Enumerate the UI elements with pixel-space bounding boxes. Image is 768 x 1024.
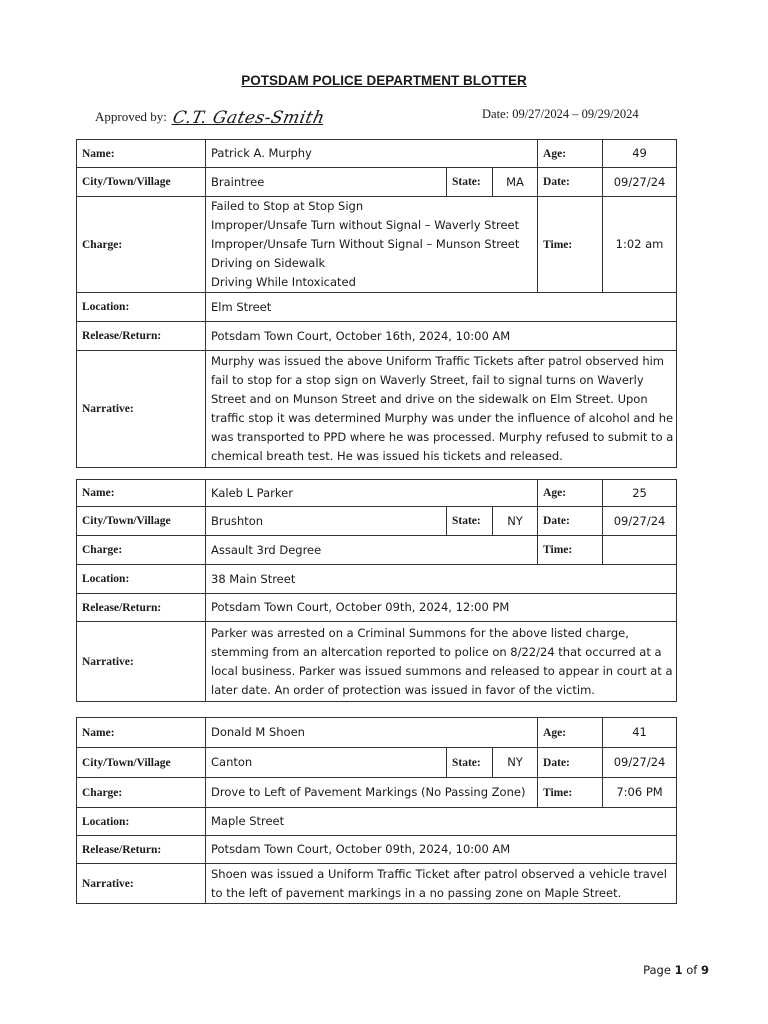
narrative-label: Narrative: bbox=[77, 864, 206, 904]
age-label: Age: bbox=[538, 140, 603, 168]
date-label: Date: bbox=[538, 748, 603, 778]
charge-label: Charge: bbox=[77, 536, 206, 565]
charge-line: Failed to Stop at Stop Sign bbox=[211, 199, 364, 213]
charge-line: Driving While Intoxicated bbox=[211, 275, 356, 289]
page-label: Page bbox=[643, 963, 671, 977]
age-label: Age: bbox=[538, 480, 603, 507]
page-title: POTSDAM POLICE DEPARTMENT BLOTTER bbox=[241, 73, 527, 88]
name-label: Name: bbox=[77, 718, 206, 748]
page-number bbox=[643, 963, 709, 977]
time-label: Time: bbox=[538, 778, 603, 808]
state-value: NY bbox=[493, 507, 538, 536]
approved-label: Approved by: bbox=[95, 109, 167, 124]
time-value bbox=[603, 536, 677, 565]
age-value: 49 bbox=[603, 140, 677, 168]
date-value: 09/27/24 bbox=[603, 168, 677, 197]
blotter-record bbox=[76, 139, 677, 468]
release-value: Potsdam Town Court, October 09th, 2024, 10:00 AM bbox=[206, 836, 677, 864]
name-value: Patrick A. Murphy bbox=[206, 140, 538, 168]
release-label: Release/Return: bbox=[77, 322, 206, 351]
location-label: Location: bbox=[77, 565, 206, 594]
narrative-value: Parker was arrested on a Criminal Summons for the above listed charge, stemming from an altercation reported to police on 8/22/24 that occurred at a local business. Parker was issued summons and released to appear in court at a later date. An order of protection was issued in favor of the victim. bbox=[206, 622, 677, 702]
release-value: Potsdam Town Court, October 09th, 2024, 12:00 PM bbox=[206, 594, 677, 622]
page-of-label: of bbox=[686, 963, 698, 977]
charge-line: Driving on Sidewalk bbox=[211, 256, 326, 270]
narrative-value: Murphy was issued the above Uniform Traffic Tickets after patrol observed him fail to stop for a stop sign on Waverly Street, fail to signal turns on Waverly Street and on Munson Street and drive on the sidewalk on Elm Street. Upon traffic stop it was determined Murphy was under the influence of alcohol and he was transported to PPD where he was processed. Murphy refused to submit to a chemical breath test. He was issued his tickets and released. bbox=[206, 351, 677, 468]
page-total: 9 bbox=[700, 963, 709, 977]
charge-label: Charge: bbox=[77, 197, 206, 293]
signature: C.T. Gates-Smith bbox=[170, 108, 327, 128]
name-value: Kaleb L Parker bbox=[206, 480, 538, 507]
state-value: MA bbox=[493, 168, 538, 197]
release-label: Release/Return: bbox=[77, 594, 206, 622]
blotter-record bbox=[76, 479, 677, 702]
name-label: Name: bbox=[77, 140, 206, 168]
release-value: Potsdam Town Court, October 16th, 2024, 10:00 AM bbox=[206, 322, 677, 351]
city-label: City/Town/Village bbox=[77, 748, 206, 778]
city-value: Brushton bbox=[206, 507, 447, 536]
charge-label: Charge: bbox=[77, 778, 206, 808]
name-label: Name: bbox=[77, 480, 206, 507]
location-value: 38 Main Street bbox=[206, 565, 677, 594]
location-value: Elm Street bbox=[206, 293, 677, 322]
date-value: 09/27/24 bbox=[603, 748, 677, 778]
narrative-label: Narrative: bbox=[77, 622, 206, 702]
date-label: Date: bbox=[538, 168, 603, 197]
state-label: State: bbox=[447, 168, 493, 197]
name-value: Donald M Shoen bbox=[206, 718, 538, 748]
location-value: Maple Street bbox=[206, 808, 677, 836]
date-label: Date: bbox=[538, 507, 603, 536]
city-label: City/Town/Village bbox=[77, 168, 206, 197]
location-label: Location: bbox=[77, 293, 206, 322]
age-value: 41 bbox=[603, 718, 677, 748]
city-value: Braintree bbox=[206, 168, 447, 197]
state-value: NY bbox=[493, 748, 538, 778]
narrative-value: Shoen was issued a Uniform Traffic Ticket after patrol observed a vehicle travel to the left of pavement markings in a no passing zone on Maple Street. bbox=[206, 864, 677, 904]
state-label: State: bbox=[447, 507, 493, 536]
approved-by bbox=[95, 106, 325, 126]
state-label: State: bbox=[447, 748, 493, 778]
location-label: Location: bbox=[77, 808, 206, 836]
date-value: 09/27/24 bbox=[603, 507, 677, 536]
time-value: 7:06 PM bbox=[603, 778, 677, 808]
time-value: 1:02 am bbox=[603, 197, 677, 293]
charge-line: Improper/Unsafe Turn Without Signal – Munson Street bbox=[211, 237, 520, 251]
narrative-label: Narrative: bbox=[77, 351, 206, 468]
time-label: Time: bbox=[538, 536, 603, 565]
city-label: City/Town/Village bbox=[77, 507, 206, 536]
age-value: 25 bbox=[603, 480, 677, 507]
page-current: 1 bbox=[674, 963, 683, 977]
city-value: Canton bbox=[206, 748, 447, 778]
charge-value bbox=[206, 197, 538, 293]
charge-line: Improper/Unsafe Turn without Signal – Waverly Street bbox=[211, 218, 520, 232]
age-label: Age: bbox=[538, 718, 603, 748]
blotter-record bbox=[76, 717, 677, 904]
charge-value: Drove to Left of Pavement Markings (No Passing Zone) bbox=[206, 778, 538, 808]
charge-value: Assault 3rd Degree bbox=[206, 536, 538, 565]
release-label: Release/Return: bbox=[77, 836, 206, 864]
date-range: Date: 09/27/2024 – 09/29/2024 bbox=[482, 107, 639, 121]
time-label: Time: bbox=[538, 197, 603, 293]
